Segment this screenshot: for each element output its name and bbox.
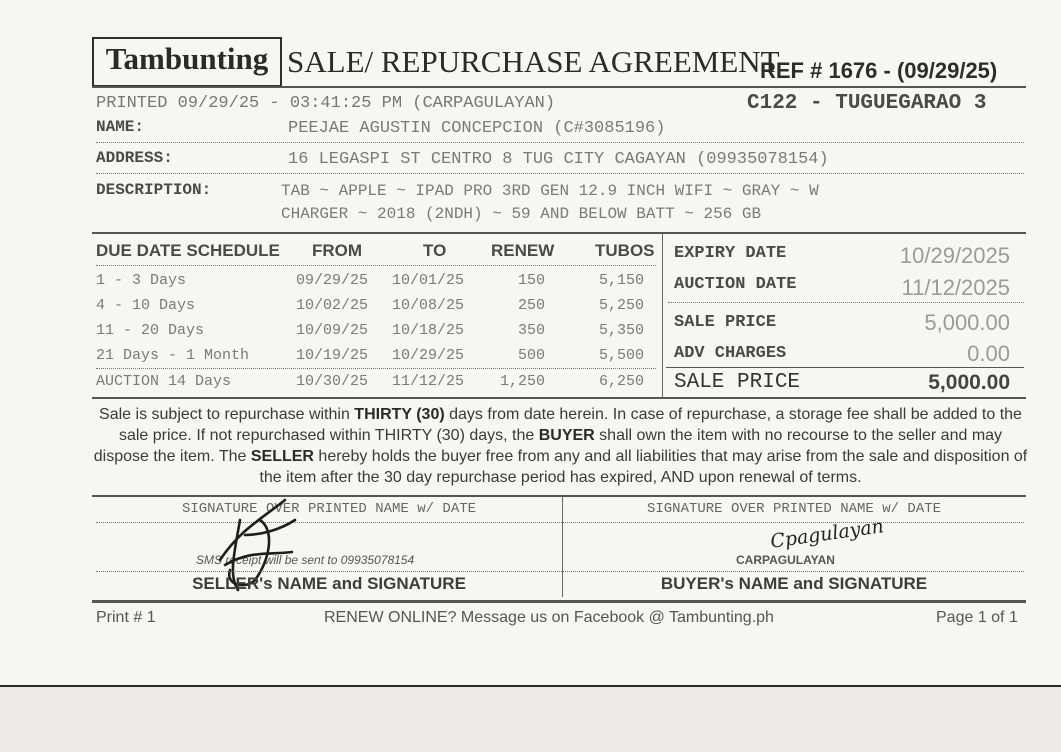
- schedule-row-from: 10/09/25: [296, 322, 369, 339]
- section-rule: [92, 397, 1026, 399]
- total-sale-price-value: 5,000.00: [928, 371, 1010, 394]
- print-number: Print # 1: [96, 609, 156, 626]
- schedule-row-tubos: 5,350: [598, 322, 644, 339]
- schedule-row-to: 11/12/25: [392, 373, 465, 390]
- customer-address: 16 LEGASPI ST CENTRO 8 TUG CITY CAGAYAN (09935078154): [288, 150, 829, 169]
- document-title: SALE/ REPURCHASE AGREEMENT: [287, 44, 780, 79]
- table-divider: [662, 234, 663, 398]
- auction-date-label: AUCTION DATE: [674, 275, 797, 294]
- seller-signature-header: SIGNATURE OVER PRINTED NAME w/ DATE: [181, 501, 477, 517]
- separator: [96, 571, 1024, 572]
- schedule-row-renew: 250: [517, 297, 545, 314]
- schedule-row-renew: 500: [517, 347, 545, 364]
- schedule-row-period: 21 Days - 1 Month: [96, 347, 250, 364]
- schedule-header-to: TO: [423, 241, 447, 260]
- separator: [96, 142, 1024, 143]
- renew-online-note: RENEW ONLINE? Message us on Facebook @ Tambunting.ph: [324, 609, 774, 626]
- schedule-row-to: 10/08/25: [392, 297, 465, 314]
- customer-name: PEEJAE AGUSTIN CONCEPCION (C#3085196): [288, 119, 666, 138]
- buyer-signature-header: SIGNATURE OVER PRINTED NAME w/ DATE: [646, 501, 942, 517]
- schedule-row-period: 4 - 10 Days: [96, 297, 196, 314]
- footer-rule: [92, 600, 1026, 603]
- brand-logo-box: [92, 37, 282, 87]
- schedule-row-tubos: 5,250: [598, 297, 644, 314]
- schedule-row-to: 10/29/25: [392, 347, 465, 364]
- schedule-row-tubos: 5,150: [598, 272, 644, 289]
- adv-charges-value: 0.00: [967, 341, 1010, 366]
- auction-date-value: 11/12/2025: [901, 275, 1010, 300]
- brand-name: Tambunting: [105, 41, 269, 76]
- buyer-signature-label: BUYER's NAME and SIGNATURE: [660, 574, 928, 593]
- adv-charges-label: ADV CHARGES: [674, 344, 787, 363]
- description-label: DESCRIPTION:: [96, 181, 212, 199]
- buyer-signature: Cpagulayan: [769, 515, 886, 553]
- item-description-line2: CHARGER ~ 2018 (2NDH) ~ 59 AND BELOW BATT ~ 256 GB: [281, 205, 762, 223]
- schedule-row-to: 10/01/25: [392, 272, 465, 289]
- separator: [96, 173, 1024, 174]
- name-label: NAME:: [96, 118, 145, 136]
- schedule-header-renew: RENEW: [491, 241, 555, 260]
- schedule-row-period: 11 - 20 Days: [96, 322, 205, 339]
- schedule-row-tubos: 6,250: [598, 373, 644, 390]
- separator: [96, 265, 656, 266]
- section-rule: [92, 232, 1026, 234]
- schedule-row-period: AUCTION 14 Days: [96, 373, 232, 390]
- schedule-row-to: 10/18/25: [392, 322, 465, 339]
- expiry-date-value: 10/29/2025: [899, 243, 1010, 268]
- address-label: ADDRESS:: [96, 149, 173, 167]
- header-rule: [92, 86, 1026, 88]
- schedule-row-from: 10/19/25: [296, 347, 369, 364]
- item-description-line1: TAB ~ APPLE ~ IPAD PRO 3RD GEN 12.9 INCH WIFI ~ GRAY ~ W: [281, 182, 819, 200]
- sms-receipt-note: SMS receipt will be sent to 09935078154: [196, 553, 415, 567]
- buyer-printed-name: CARPAGULAYAN: [736, 553, 835, 567]
- separator: [668, 302, 1024, 303]
- reference-number: REF # 1676 - (09/29/25): [760, 58, 998, 83]
- branch-code: C122 - TUGUEGARAO 3: [747, 92, 987, 115]
- printed-timestamp: PRINTED 09/29/25 - 03:41:25 PM (CARPAGULAYAN): [96, 94, 556, 113]
- sale-price-value: 5,000.00: [924, 310, 1010, 335]
- terms-paragraph: Sale is subject to repurchase within THIRTY (30) days from date herein. In case of repurchase, a storage fee shall be added to the sale price. If not repurchased within THIRTY (30) days, the BUYER shall own the item with no recourse to the seller and may dispose the item. The SELLER hereby holds the buyer free from any and all liabilities that may arise from the sale and disposition of the item after the 30 day repurchase period has expired, AND upon renewal of terms.: [93, 406, 1028, 486]
- total-sale-price-label: SALE PRICE: [674, 371, 801, 394]
- schedule-row-renew: 150: [517, 272, 545, 289]
- schedule-row-from: 09/29/25: [296, 272, 369, 289]
- schedule-header-due: DUE DATE SCHEDULE: [96, 241, 280, 260]
- schedule-row-period: 1 - 3 Days: [96, 272, 187, 289]
- schedule-header-from: FROM: [312, 241, 363, 260]
- page-number: Page 1 of 1: [936, 609, 1018, 626]
- schedule-row-from: 10/30/25: [296, 373, 369, 390]
- schedule-row-renew: 350: [517, 322, 545, 339]
- sale-price-label: SALE PRICE: [674, 313, 777, 332]
- separator: [96, 368, 656, 369]
- schedule-row-renew: 1,250: [499, 373, 545, 390]
- schedule-header-tubos: TUBOS: [595, 241, 655, 260]
- schedule-row-from: 10/02/25: [296, 297, 369, 314]
- total-rule: [666, 367, 1024, 368]
- schedule-row-tubos: 5,500: [598, 347, 644, 364]
- seller-signature-label: SELLER's NAME and SIGNATURE: [192, 574, 466, 593]
- expiry-date-label: EXPIRY DATE: [674, 244, 787, 263]
- scan-background: [0, 685, 1061, 752]
